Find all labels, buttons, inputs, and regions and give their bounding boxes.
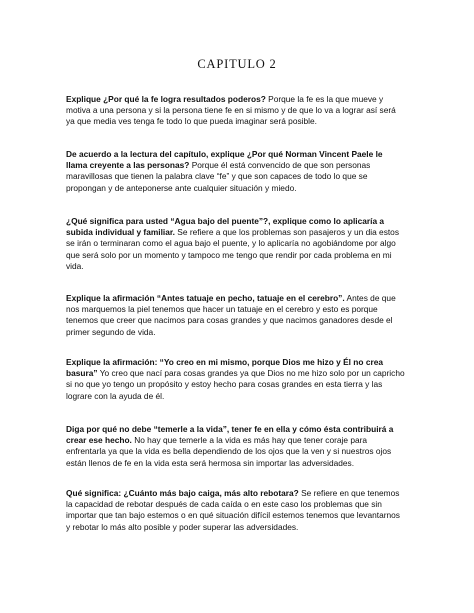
qa-item-4 xyxy=(66,293,406,338)
question-3: ¿Qué significa para usted “Agua bajo del puente”?, explique como lo aplicaría a subida individual y familiar. xyxy=(66,216,385,238)
answer-6: No hay que temerle a la vida es más hay que tener coraje para enfrentarla ya que la vida es bella dependiendo de los ojos que la ven y si nuestros ojos están llenos de fe en la vida esta será hermosa sin importar las adversidades. xyxy=(66,435,392,468)
question-2: De acuerdo a la lectura del capítulo, explique ¿Por qué Norman Vincent Paele le llama creyente a las personas? xyxy=(66,149,383,171)
qa-item-6 xyxy=(66,424,406,469)
qa-item-2 xyxy=(66,149,406,194)
page-title: CAPITULO 2 xyxy=(197,57,277,71)
question-7: Qué significa: ¿Cuánto más bajo caiga, más alto rebotara? xyxy=(66,488,299,498)
answer-4: Antes de que nos marquemos la piel tenemos que hacer un tatuaje en el cerebro y esto es porque tenemos que creer que nacimos para cosas grandes y que nacimos ganadores desde el primer segundo de vida. xyxy=(66,293,396,337)
answer-3: Se refiere a que los problemas son pasajeros y un dia estos se irán o terminaran como el agua bajo el puente, y lo aplicaría no agobiándome por algo que será solo por un momento y tampoco me tengo que rendir por cada problema en mi vida. xyxy=(66,227,399,271)
qa-item-7 xyxy=(66,488,406,533)
answer-2: Porque él está convencido de que son personas maravillosas que tienen la palabra clave “fe” y que son capaces de todo lo que se propongan y de anteponerse ante cualquier situación y miedo. xyxy=(66,160,371,193)
answer-7: Se refiere en que tenemos la capacidad de rebotar después de cada caída o en este caso los problemas que sin importar que tan bajo estemos o en qué situación difícil estemos tenemos que levantarnos y rebotar lo más alto posible y poder superar las adversidades. xyxy=(66,488,400,532)
qa-item-3 xyxy=(66,216,406,272)
question-5: Explique la afirmación: “Yo creo en mi mismo, porque Dios me hizo y Él no crea basura” xyxy=(66,357,383,379)
question-4: Explique la afirmación “Antes tatuaje en pecho, tatuaje en el cerebro”. xyxy=(66,293,345,303)
question-6: Diga por qué no debe “temerle a la vida”, tener fe en ella y cómo ésta contribuirá a crear ese hecho. xyxy=(66,424,394,446)
qa-item-5 xyxy=(66,357,406,402)
question-1: Explique ¿Por qué la fe logra resultados poderos? xyxy=(66,94,266,104)
qa-item-1 xyxy=(66,94,406,128)
answer-1: Porque la fe es la que mueve y motiva a una persona y si la persona tiene fe en si mismo y de que lo va a lograr así será ya que media ves tenga fe todo lo que pueda imaginar será posible. xyxy=(66,94,396,127)
answer-5: Yo creo que nací para cosas grandes ya que Dios no me hizo solo por un capricho si no que yo tengo un propósito y estoy hecho para cosas grandes en esta tierra y las lograre con la ayuda de él. xyxy=(66,368,405,401)
